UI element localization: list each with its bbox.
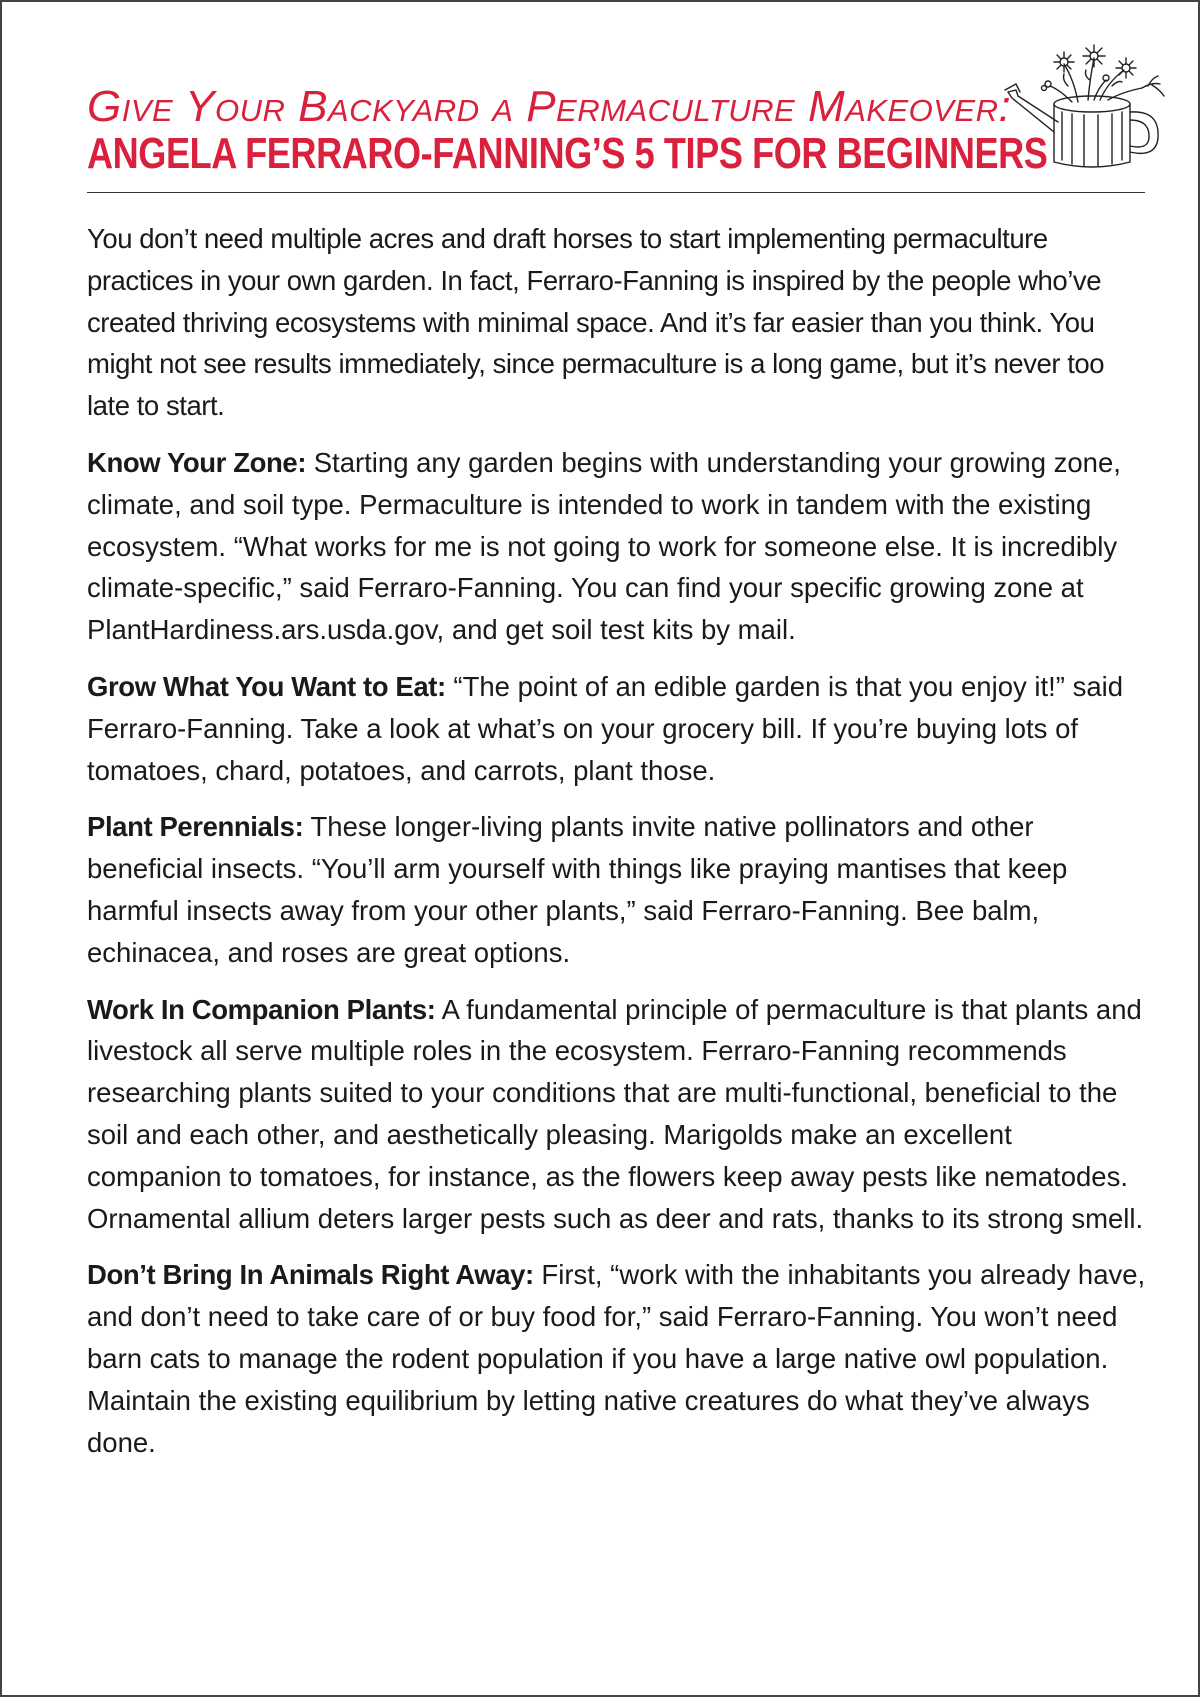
tip-label: Plant Perennials:: [87, 811, 304, 843]
tip-text: A fundamental principle of permaculture is that plants and livestock all serve multiple roles in the ecosystem. Ferraro-Fanning recommends researching plants suited to your conditions that are multi-functional, beneficial to the soil and each other, and aesthetically pleasing. Marigolds make an excellent companion to tomatoes, for instance, as the flowers keep away pests like nematodes. Ornamental allium deters larger pests such as deer and rats, thanks to its strong smell.: [87, 993, 1144, 1234]
tip-text: “The point of an edible garden is that you enjoy it!” said Ferraro-Fanning. Take a look at what’s on your grocery bill. If you’re buying lots of tomatoes, chard, potatoes, and carrots, plant those.: [87, 670, 1124, 786]
article-subtitle: Give Your Backyard a Permaculture Makeover:: [87, 82, 1012, 131]
article-header: [87, 74, 1145, 193]
tip-label: Work In Companion Plants:: [87, 993, 436, 1025]
article-title: ANGELA FERRARO-FANNING’S 5 TIPS FOR BEGINNERS: [87, 129, 1048, 178]
watering-can-with-flowers-icon: [1002, 40, 1172, 180]
tip-text: First, “work with the inhabitants you already have, and don’t need to take care of or buy food for,” said Ferraro-Fanning. You won’t need barn cats to manage the rodent population if you have a large native owl population. Maintain the existing equilibrium by letting native creatures do what they’ve always done.: [87, 1259, 1146, 1458]
tip-label: Know Your Zone:: [87, 446, 307, 478]
tip-plant-perennials: [87, 806, 1149, 973]
tip-text: These longer-living plants invite native pollinators and other beneficial insects. “You’ll arm yourself with things like praying mantises that keep harmful insects away from your other plants,” said Ferraro-Fanning. Bee balm, echinacea, and roses are great options.: [87, 811, 1068, 968]
intro-paragraph: You don’t need multiple acres and draft horses to start implementing permaculture practices in your own garden. In fact, Ferraro-Fanning is inspired by the people who’ve created thriving ecosystems with minimal space. And it’s far easier than you think. You might not see results immediately, since permaculture is a long game, but it’s never too late to start.: [87, 223, 1105, 422]
tip-companion-plants: [87, 989, 1149, 1240]
tip-text: Starting any garden begins with understanding your growing zone, climate, and soil type. Permaculture is intended to work in tandem with the existing ecosystem. “What works for me is not going to work for someone else. It is incredibly climate-specific,” said Ferraro-Fanning. You can find your specific growing zone at PlantHardiness.ars.usda.gov, and get soil test kits by mail.: [87, 446, 1121, 646]
tip-label: Grow What You Want to Eat:: [87, 670, 446, 702]
tip-know-your-zone: [87, 442, 1149, 651]
tip-grow-what-you-want: [87, 666, 1149, 791]
tip-animals: [87, 1254, 1149, 1463]
tip-label: Don’t Bring In Animals Right Away:: [87, 1259, 534, 1291]
article-body: [87, 218, 1149, 1478]
